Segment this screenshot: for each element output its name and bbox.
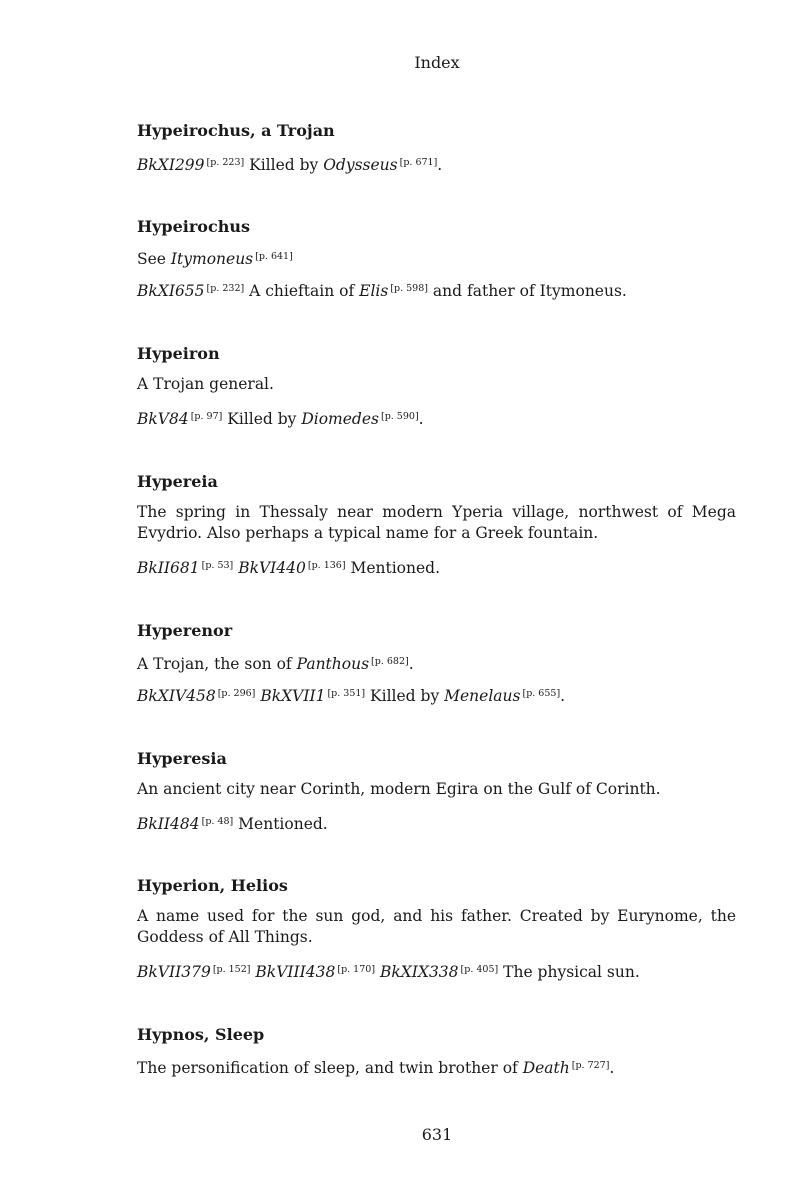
entry-text: The spring in Thessaly near modern Yperia village, northwest of Mega Evydrio. Also perhaps a typical name for a Greek fountain. [137, 503, 736, 542]
page-reference[interactable]: [p. 53] [201, 560, 234, 571]
entry-line [137, 406, 736, 430]
index-entry [137, 344, 736, 428]
page-reference[interactable]: [p. 48] [201, 816, 234, 827]
page-reference[interactable]: [p. 232] [206, 283, 245, 294]
page-reference[interactable]: [p. 170] [337, 964, 376, 975]
entry-line [137, 651, 736, 675]
entry-text: . [437, 156, 443, 174]
cross-reference-link[interactable]: BkVIII438 [255, 963, 336, 981]
page-reference[interactable]: [p. 136] [307, 560, 346, 571]
entry-title: Hypeiron [137, 344, 220, 363]
page-reference[interactable]: [p. 655] [522, 688, 561, 699]
entry-text: Killed by [244, 156, 324, 174]
index-entry [137, 876, 736, 981]
entry-text: . [408, 655, 414, 673]
entry-line [137, 811, 736, 835]
cross-reference-link[interactable]: Itymoneus [170, 250, 254, 268]
cross-reference-link[interactable]: BkVII379 [137, 963, 211, 981]
entry-text: The personification of sleep, and twin brother of [137, 1059, 523, 1077]
cross-reference-link[interactable]: BkII484 [137, 815, 200, 833]
cross-reference-link[interactable]: Diomedes [301, 410, 379, 428]
entry-line [137, 906, 736, 948]
entry-text: See [137, 250, 171, 268]
cross-reference-link[interactable]: Elis [359, 282, 389, 300]
page-reference[interactable]: [p. 351] [327, 688, 366, 699]
entry-text: Mentioned. [345, 559, 441, 577]
page-reference[interactable]: [p. 223] [206, 157, 245, 168]
entry-line [137, 779, 736, 800]
cross-reference-link[interactable]: Panthous [296, 655, 370, 673]
entry-line [137, 1055, 736, 1079]
cross-reference-link[interactable]: BkXIX338 [379, 963, 459, 981]
entry-text: An ancient city near Corinth, modern Egira on the Gulf of Corinth. [137, 780, 661, 798]
entry-title: Hyperion, Helios [137, 876, 288, 895]
entry-title: Hyperenor [137, 621, 233, 640]
entry-title: Hypeirochus, a Trojan [137, 121, 335, 140]
page-reference[interactable]: [p. 671] [399, 157, 438, 168]
entry-text: Killed by [365, 687, 445, 705]
entry-text: A Trojan, the son of [137, 655, 297, 673]
page-reference[interactable]: [p. 296] [217, 688, 256, 699]
entry-line [137, 683, 736, 707]
entry-line [137, 246, 736, 270]
entry-text: . [418, 410, 424, 428]
page-reference[interactable]: [p. 152] [212, 964, 251, 975]
cross-reference-link[interactable]: BkXIV458 [137, 687, 216, 705]
page-reference[interactable]: [p. 598] [390, 283, 428, 294]
page-reference[interactable]: [p. 641] [255, 251, 293, 262]
cross-reference-link[interactable]: Odysseus [323, 156, 398, 174]
entry-line [137, 555, 736, 579]
index-entry [137, 621, 736, 705]
page-number: 631 [421, 1125, 453, 1144]
index-entry [137, 217, 736, 300]
entry-text: and father of Itymoneus. [427, 282, 627, 300]
page-reference[interactable]: [p. 727] [571, 1060, 610, 1071]
entry-text: Mentioned. [233, 815, 328, 833]
entry-text: Killed by [222, 410, 302, 428]
entry-line [137, 278, 736, 302]
running-title: Index [414, 53, 460, 72]
cross-reference-link[interactable]: BkXI655 [137, 282, 205, 300]
entry-line [137, 374, 736, 395]
entry-title: Hypeirochus [137, 217, 250, 236]
entry-line [137, 959, 736, 983]
cross-reference-link[interactable]: Menelaus [444, 687, 521, 705]
entry-text: A chieftain of [244, 282, 360, 300]
entry-title: Hypnos, Sleep [137, 1025, 265, 1044]
entry-line [137, 152, 736, 176]
index-entry [137, 1025, 736, 1077]
page-reference[interactable]: [p. 405] [460, 964, 499, 975]
index-entry [137, 472, 736, 577]
entry-text: A Trojan general. [137, 375, 274, 393]
cross-reference-link[interactable]: BkV84 [137, 410, 189, 428]
cross-reference-link[interactable]: BkXI299 [137, 156, 205, 174]
entry-text: A name used for the sun god, and his father. Created by Eurynome, the Goddess of All Things. [137, 907, 736, 946]
entry-text: The physical sun. [498, 963, 640, 981]
entry-text: . [560, 687, 566, 705]
cross-reference-link[interactable]: Death [522, 1059, 570, 1077]
page-reference[interactable]: [p. 97] [190, 411, 223, 422]
cross-reference-link[interactable]: BkXVII1 [260, 687, 326, 705]
entry-title: Hyperesia [137, 749, 227, 768]
cross-reference-link[interactable]: BkII681 [137, 559, 200, 577]
cross-reference-link[interactable]: BkVI440 [238, 559, 306, 577]
entry-text: . [609, 1059, 615, 1077]
entry-line [137, 502, 736, 544]
index-entry [137, 121, 736, 174]
index-entry [137, 749, 736, 833]
entry-title: Hypereia [137, 472, 218, 491]
page-reference[interactable]: [p. 590] [380, 411, 419, 422]
page-reference[interactable]: [p. 682] [371, 656, 409, 667]
